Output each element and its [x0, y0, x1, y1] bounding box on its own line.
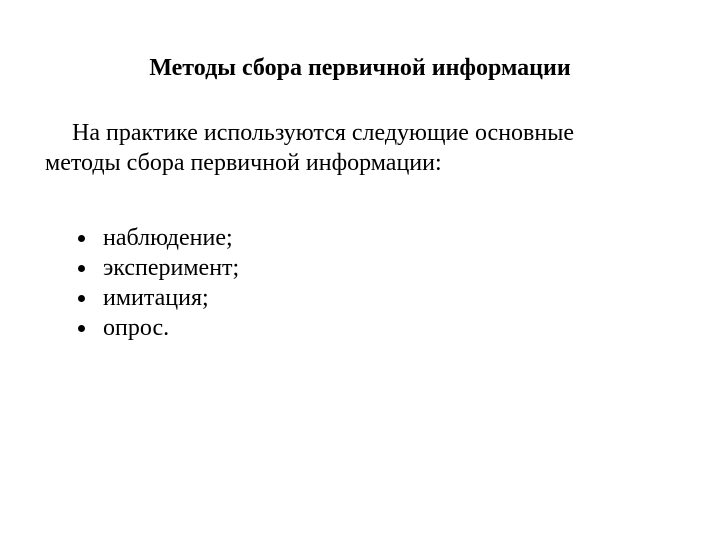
- method-label: наблюдение;: [103, 225, 233, 251]
- slide-title: Методы сбора первичной информации: [149, 55, 571, 81]
- bullet-icon: [78, 235, 85, 242]
- bullet-icon: [78, 325, 85, 332]
- method-label: опрос.: [103, 315, 170, 341]
- bullet-icon: [78, 265, 85, 272]
- method-label: эксперимент;: [103, 255, 240, 281]
- bullet-icon: [78, 295, 85, 302]
- intro-line-first: На практике используются следующие основные: [72, 120, 575, 146]
- intro-line-second: методы сбора первичной информации:: [45, 150, 442, 176]
- method-label: имитация;: [103, 285, 209, 311]
- intro-paragraph: [45, 118, 685, 178]
